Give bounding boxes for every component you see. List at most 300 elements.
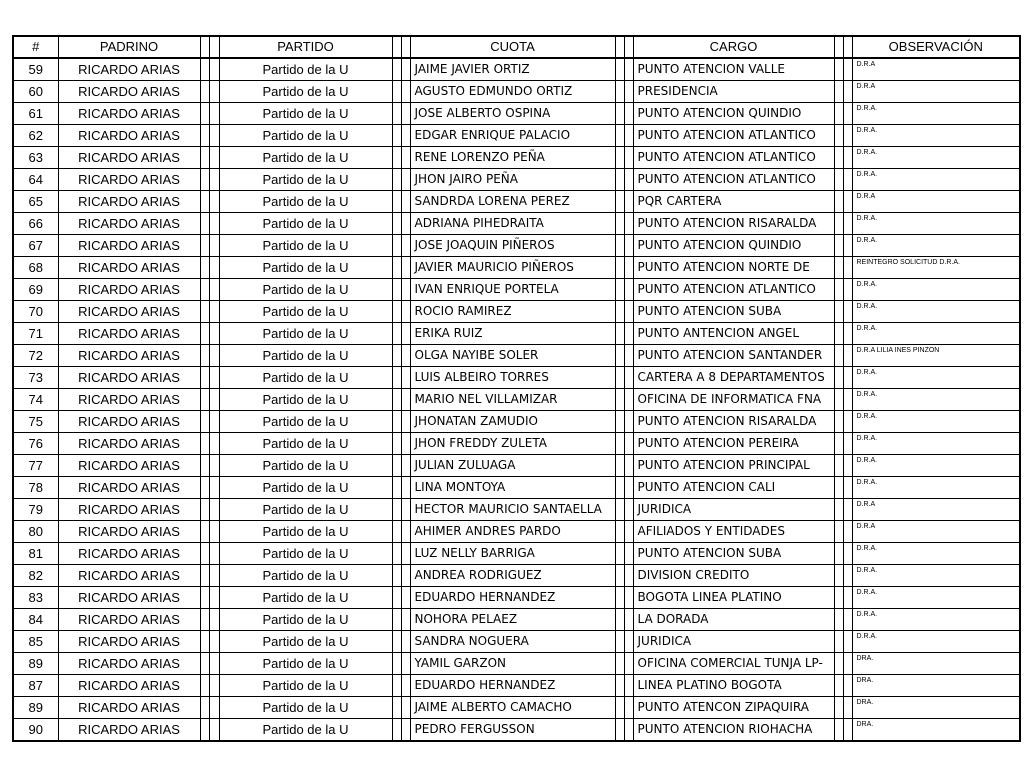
row-observacion: DRA. [852,719,1020,742]
column-spacer [843,675,852,697]
column-spacer [392,36,401,58]
column-spacer [392,345,401,367]
column-spacer [624,543,633,565]
row-observacion: D.R.A [852,499,1020,521]
column-spacer [843,147,852,169]
row-observacion: D.R.A. [852,631,1020,653]
column-spacer [401,455,410,477]
header-padrino: PADRINO [58,36,200,58]
column-spacer [834,213,843,235]
row-number: 89 [13,653,58,675]
column-spacer [209,411,219,433]
row-observacion: D.R.A. [852,279,1020,301]
column-spacer [392,103,401,125]
column-spacer [834,609,843,631]
row-partido: Partido de la U [219,301,392,323]
row-cuota: LINA MONTOYA [410,477,615,499]
column-spacer [834,455,843,477]
column-spacer [401,565,410,587]
column-spacer [401,301,410,323]
column-spacer [615,587,624,609]
column-spacer [843,235,852,257]
row-cuota: LUIS ALBEIRO TORRES [410,367,615,389]
row-cuota: ERIKA RUIZ [410,323,615,345]
column-spacer [624,191,633,213]
row-padrino: RICARDO ARIAS [58,345,200,367]
column-spacer [200,257,209,279]
row-cargo: PUNTO ATENCION PEREIRA [633,433,834,455]
column-spacer [843,719,852,742]
column-spacer [834,653,843,675]
column-spacer [615,58,624,81]
column-spacer [401,521,410,543]
column-spacer [834,125,843,147]
row-cargo: PUNTO ATENCION NORTE DE [633,257,834,279]
row-cargo: PUNTO ATENCION RISARALDA [633,411,834,433]
column-spacer [200,169,209,191]
row-padrino: RICARDO ARIAS [58,587,200,609]
row-padrino: RICARDO ARIAS [58,521,200,543]
column-spacer [624,565,633,587]
column-spacer [843,697,852,719]
row-padrino: RICARDO ARIAS [58,719,200,742]
column-spacer [834,697,843,719]
column-spacer [624,719,633,742]
row-number: 71 [13,323,58,345]
row-padrino: RICARDO ARIAS [58,213,200,235]
column-spacer [401,213,410,235]
table-row [13,411,1020,433]
column-spacer [624,389,633,411]
column-spacer [200,125,209,147]
row-observacion: D.R.A. [852,389,1020,411]
row-observacion: D.R.A. [852,213,1020,235]
row-observacion: D.R.A. [852,587,1020,609]
table-row [13,543,1020,565]
column-spacer [843,455,852,477]
row-number: 73 [13,367,58,389]
column-spacer [843,631,852,653]
table-row [13,235,1020,257]
row-number: 81 [13,543,58,565]
column-spacer [200,147,209,169]
column-spacer [200,433,209,455]
row-number: 68 [13,257,58,279]
column-spacer [843,125,852,147]
row-partido: Partido de la U [219,257,392,279]
column-spacer [834,367,843,389]
column-spacer [200,653,209,675]
column-spacer [200,587,209,609]
column-spacer [401,609,410,631]
row-number: 75 [13,411,58,433]
column-spacer [834,587,843,609]
column-spacer [392,455,401,477]
column-spacer [843,279,852,301]
column-spacer [834,411,843,433]
row-observacion: D.R.A. [852,147,1020,169]
column-spacer [200,301,209,323]
column-spacer [624,169,633,191]
column-spacer [200,58,209,81]
column-spacer [843,565,852,587]
column-spacer [834,499,843,521]
row-cuota: ROCIO RAMIREZ [410,301,615,323]
column-spacer [200,499,209,521]
row-padrino: RICARDO ARIAS [58,125,200,147]
row-partido: Partido de la U [219,58,392,81]
column-spacer [834,543,843,565]
column-spacer [392,609,401,631]
row-partido: Partido de la U [219,345,392,367]
column-spacer [209,389,219,411]
column-spacer [615,279,624,301]
column-spacer [834,345,843,367]
row-cargo: PUNTO ATENCION ATLANTICO [633,169,834,191]
row-padrino: RICARDO ARIAS [58,103,200,125]
column-spacer [209,58,219,81]
row-cargo: PUNTO ATENCION ATLANTICO [633,279,834,301]
row-padrino: RICARDO ARIAS [58,675,200,697]
table-row [13,213,1020,235]
column-spacer [834,191,843,213]
row-partido: Partido de la U [219,125,392,147]
column-spacer [615,103,624,125]
column-spacer [843,433,852,455]
column-spacer [615,323,624,345]
table-row [13,125,1020,147]
table-row [13,675,1020,697]
row-number: 65 [13,191,58,213]
row-padrino: RICARDO ARIAS [58,631,200,653]
row-partido: Partido de la U [219,323,392,345]
row-observacion: D.R.A. [852,411,1020,433]
column-spacer [624,125,633,147]
row-number: 78 [13,477,58,499]
row-partido: Partido de la U [219,631,392,653]
column-spacer [834,389,843,411]
row-partido: Partido de la U [219,543,392,565]
column-spacer [834,301,843,323]
column-spacer [624,609,633,631]
row-cuota: JAVIER MAURICIO PIÑEROS [410,257,615,279]
row-number: 70 [13,301,58,323]
row-observacion: DRA. [852,697,1020,719]
row-cuota: JAIME ALBERTO CAMACHO [410,697,615,719]
column-spacer [401,433,410,455]
column-spacer [624,631,633,653]
row-padrino: RICARDO ARIAS [58,323,200,345]
row-cuota: JHONATAN ZAMUDIO [410,411,615,433]
column-spacer [200,81,209,103]
column-spacer [615,147,624,169]
column-spacer [624,675,633,697]
row-number: 85 [13,631,58,653]
row-number: 60 [13,81,58,103]
column-spacer [392,301,401,323]
column-spacer [401,543,410,565]
row-cargo: BOGOTA LINEA PLATINO [633,587,834,609]
row-partido: Partido de la U [219,499,392,521]
column-spacer [392,169,401,191]
column-spacer [615,257,624,279]
row-padrino: RICARDO ARIAS [58,58,200,81]
row-number: 63 [13,147,58,169]
column-spacer [401,103,410,125]
row-cargo: OFICINA DE INFORMATICA FNA [633,389,834,411]
column-spacer [843,323,852,345]
column-spacer [200,631,209,653]
column-spacer [200,521,209,543]
table-row [13,697,1020,719]
row-cuota: JULIAN ZULUAGA [410,455,615,477]
column-spacer [401,697,410,719]
column-spacer [624,587,633,609]
row-cargo: PUNTO ANTENCION ANGEL [633,323,834,345]
column-spacer [401,279,410,301]
row-cargo: JURIDICA [633,499,834,521]
column-spacer [401,499,410,521]
table-row [13,191,1020,213]
column-spacer [615,81,624,103]
row-partido: Partido de la U [219,213,392,235]
row-cargo: PRESIDENCIA [633,81,834,103]
row-partido: Partido de la U [219,609,392,631]
column-spacer [392,565,401,587]
row-padrino: RICARDO ARIAS [58,235,200,257]
row-padrino: RICARDO ARIAS [58,455,200,477]
column-spacer [834,433,843,455]
row-padrino: RICARDO ARIAS [58,543,200,565]
column-spacer [401,125,410,147]
column-spacer [200,609,209,631]
column-spacer [209,697,219,719]
column-spacer [200,719,209,742]
column-spacer [392,477,401,499]
row-observacion: REINTEGRO SOLICITUD D.R.A. [852,257,1020,279]
row-observacion: D.R.A [852,521,1020,543]
row-padrino: RICARDO ARIAS [58,565,200,587]
column-spacer [834,235,843,257]
column-spacer [392,587,401,609]
column-spacer [615,389,624,411]
column-spacer [843,499,852,521]
column-spacer [209,631,219,653]
row-partido: Partido de la U [219,433,392,455]
column-spacer [615,235,624,257]
column-spacer [615,36,624,58]
column-spacer [624,213,633,235]
column-spacer [209,433,219,455]
column-spacer [392,389,401,411]
table-row [13,367,1020,389]
column-spacer [834,36,843,58]
column-spacer [200,345,209,367]
column-spacer [843,81,852,103]
column-spacer [392,697,401,719]
column-spacer [624,345,633,367]
column-spacer [392,433,401,455]
column-spacer [392,81,401,103]
row-observacion: D.R.A. [852,103,1020,125]
column-spacer [209,323,219,345]
column-spacer [401,389,410,411]
row-partido: Partido de la U [219,367,392,389]
row-observacion: D.R.A. [852,367,1020,389]
header-cuota: CUOTA [410,36,615,58]
row-cuota: SANDRA NOGUERA [410,631,615,653]
row-cuota: SANDRDA LORENA PEREZ [410,191,615,213]
column-spacer [834,477,843,499]
column-spacer [401,81,410,103]
column-spacer [401,235,410,257]
column-spacer [624,499,633,521]
column-spacer [615,345,624,367]
row-cuota: JHON JAIRO PEÑA [410,169,615,191]
row-cargo: AFILIADOS Y ENTIDADES [633,521,834,543]
row-partido: Partido de la U [219,477,392,499]
row-cuota: PEDRO FERGUSSON [410,719,615,742]
column-spacer [615,301,624,323]
column-spacer [392,191,401,213]
row-cuota: ADRIANA PIHEDRAITA [410,213,615,235]
column-spacer [200,697,209,719]
column-spacer [392,279,401,301]
column-spacer [843,257,852,279]
column-spacer [624,257,633,279]
row-padrino: RICARDO ARIAS [58,653,200,675]
column-spacer [834,58,843,81]
column-spacer [843,653,852,675]
row-cargo: PUNTO ATENCION QUINDIO [633,235,834,257]
row-partido: Partido de la U [219,169,392,191]
row-cuota: IVAN ENRIQUE PORTELA [410,279,615,301]
row-partido: Partido de la U [219,521,392,543]
row-padrino: RICARDO ARIAS [58,609,200,631]
column-spacer [615,609,624,631]
row-cargo: PUNTO ATENCION RIOHACHA [633,719,834,742]
row-observacion: D.R.A. [852,565,1020,587]
row-partido: Partido de la U [219,653,392,675]
column-spacer [200,477,209,499]
column-spacer [843,543,852,565]
row-partido: Partido de la U [219,389,392,411]
column-spacer [209,169,219,191]
column-spacer [615,125,624,147]
row-partido: Partido de la U [219,235,392,257]
column-spacer [209,301,219,323]
column-spacer [843,169,852,191]
column-spacer [392,675,401,697]
row-padrino: RICARDO ARIAS [58,499,200,521]
column-spacer [209,367,219,389]
column-spacer [624,433,633,455]
row-number: 62 [13,125,58,147]
row-padrino: RICARDO ARIAS [58,477,200,499]
row-number: 77 [13,455,58,477]
column-spacer [392,125,401,147]
table-row [13,609,1020,631]
row-number: 69 [13,279,58,301]
row-partido: Partido de la U [219,103,392,125]
column-spacer [401,36,410,58]
table-row [13,301,1020,323]
column-spacer [834,675,843,697]
column-spacer [200,279,209,301]
row-cuota: HECTOR MAURICIO SANTAELLA [410,499,615,521]
row-cuota: JAIME JAVIER ORTIZ [410,58,615,81]
row-partido: Partido de la U [219,81,392,103]
column-spacer [624,653,633,675]
row-cargo: PUNTO ATENCION ATLANTICO [633,125,834,147]
row-padrino: RICARDO ARIAS [58,697,200,719]
column-spacer [834,257,843,279]
header-cargo: CARGO [633,36,834,58]
column-spacer [200,213,209,235]
row-cargo: PQR CARTERA [633,191,834,213]
table-row [13,455,1020,477]
row-cuota: NOHORA PELAEZ [410,609,615,631]
row-padrino: RICARDO ARIAS [58,301,200,323]
row-number: 90 [13,719,58,742]
column-spacer [615,675,624,697]
table-row [13,499,1020,521]
row-observacion: D.R.A [852,58,1020,81]
row-cuota: RENE LORENZO PEÑA [410,147,615,169]
column-spacer [209,543,219,565]
row-padrino: RICARDO ARIAS [58,169,200,191]
column-spacer [615,653,624,675]
row-cuota: AGUSTO EDMUNDO ORTIZ [410,81,615,103]
row-number: 79 [13,499,58,521]
column-spacer [209,235,219,257]
column-spacer [624,455,633,477]
column-spacer [834,279,843,301]
table-row [13,631,1020,653]
column-spacer [843,521,852,543]
column-spacer [209,279,219,301]
column-spacer [392,147,401,169]
row-observacion: D.R.A. [852,169,1020,191]
column-spacer [615,543,624,565]
table-row [13,345,1020,367]
row-cargo: JURIDICA [633,631,834,653]
table-row [13,653,1020,675]
table-row [13,81,1020,103]
column-spacer [624,411,633,433]
column-spacer [843,213,852,235]
column-spacer [615,499,624,521]
column-spacer [843,36,852,58]
column-spacer [843,411,852,433]
row-number: 74 [13,389,58,411]
row-cargo: LA DORADA [633,609,834,631]
row-partido: Partido de la U [219,411,392,433]
column-spacer [209,257,219,279]
row-number: 76 [13,433,58,455]
row-cuota: JOSE ALBERTO OSPINA [410,103,615,125]
column-spacer [209,36,219,58]
row-cargo: PUNTO ATENCION VALLE [633,58,834,81]
table-row [13,147,1020,169]
row-observacion: D.R.A. [852,543,1020,565]
row-cargo: PUNTO ATENCON ZIPAQUIRA [633,697,834,719]
row-padrino: RICARDO ARIAS [58,389,200,411]
column-spacer [200,543,209,565]
column-spacer [834,565,843,587]
column-spacer [624,697,633,719]
row-number: 80 [13,521,58,543]
